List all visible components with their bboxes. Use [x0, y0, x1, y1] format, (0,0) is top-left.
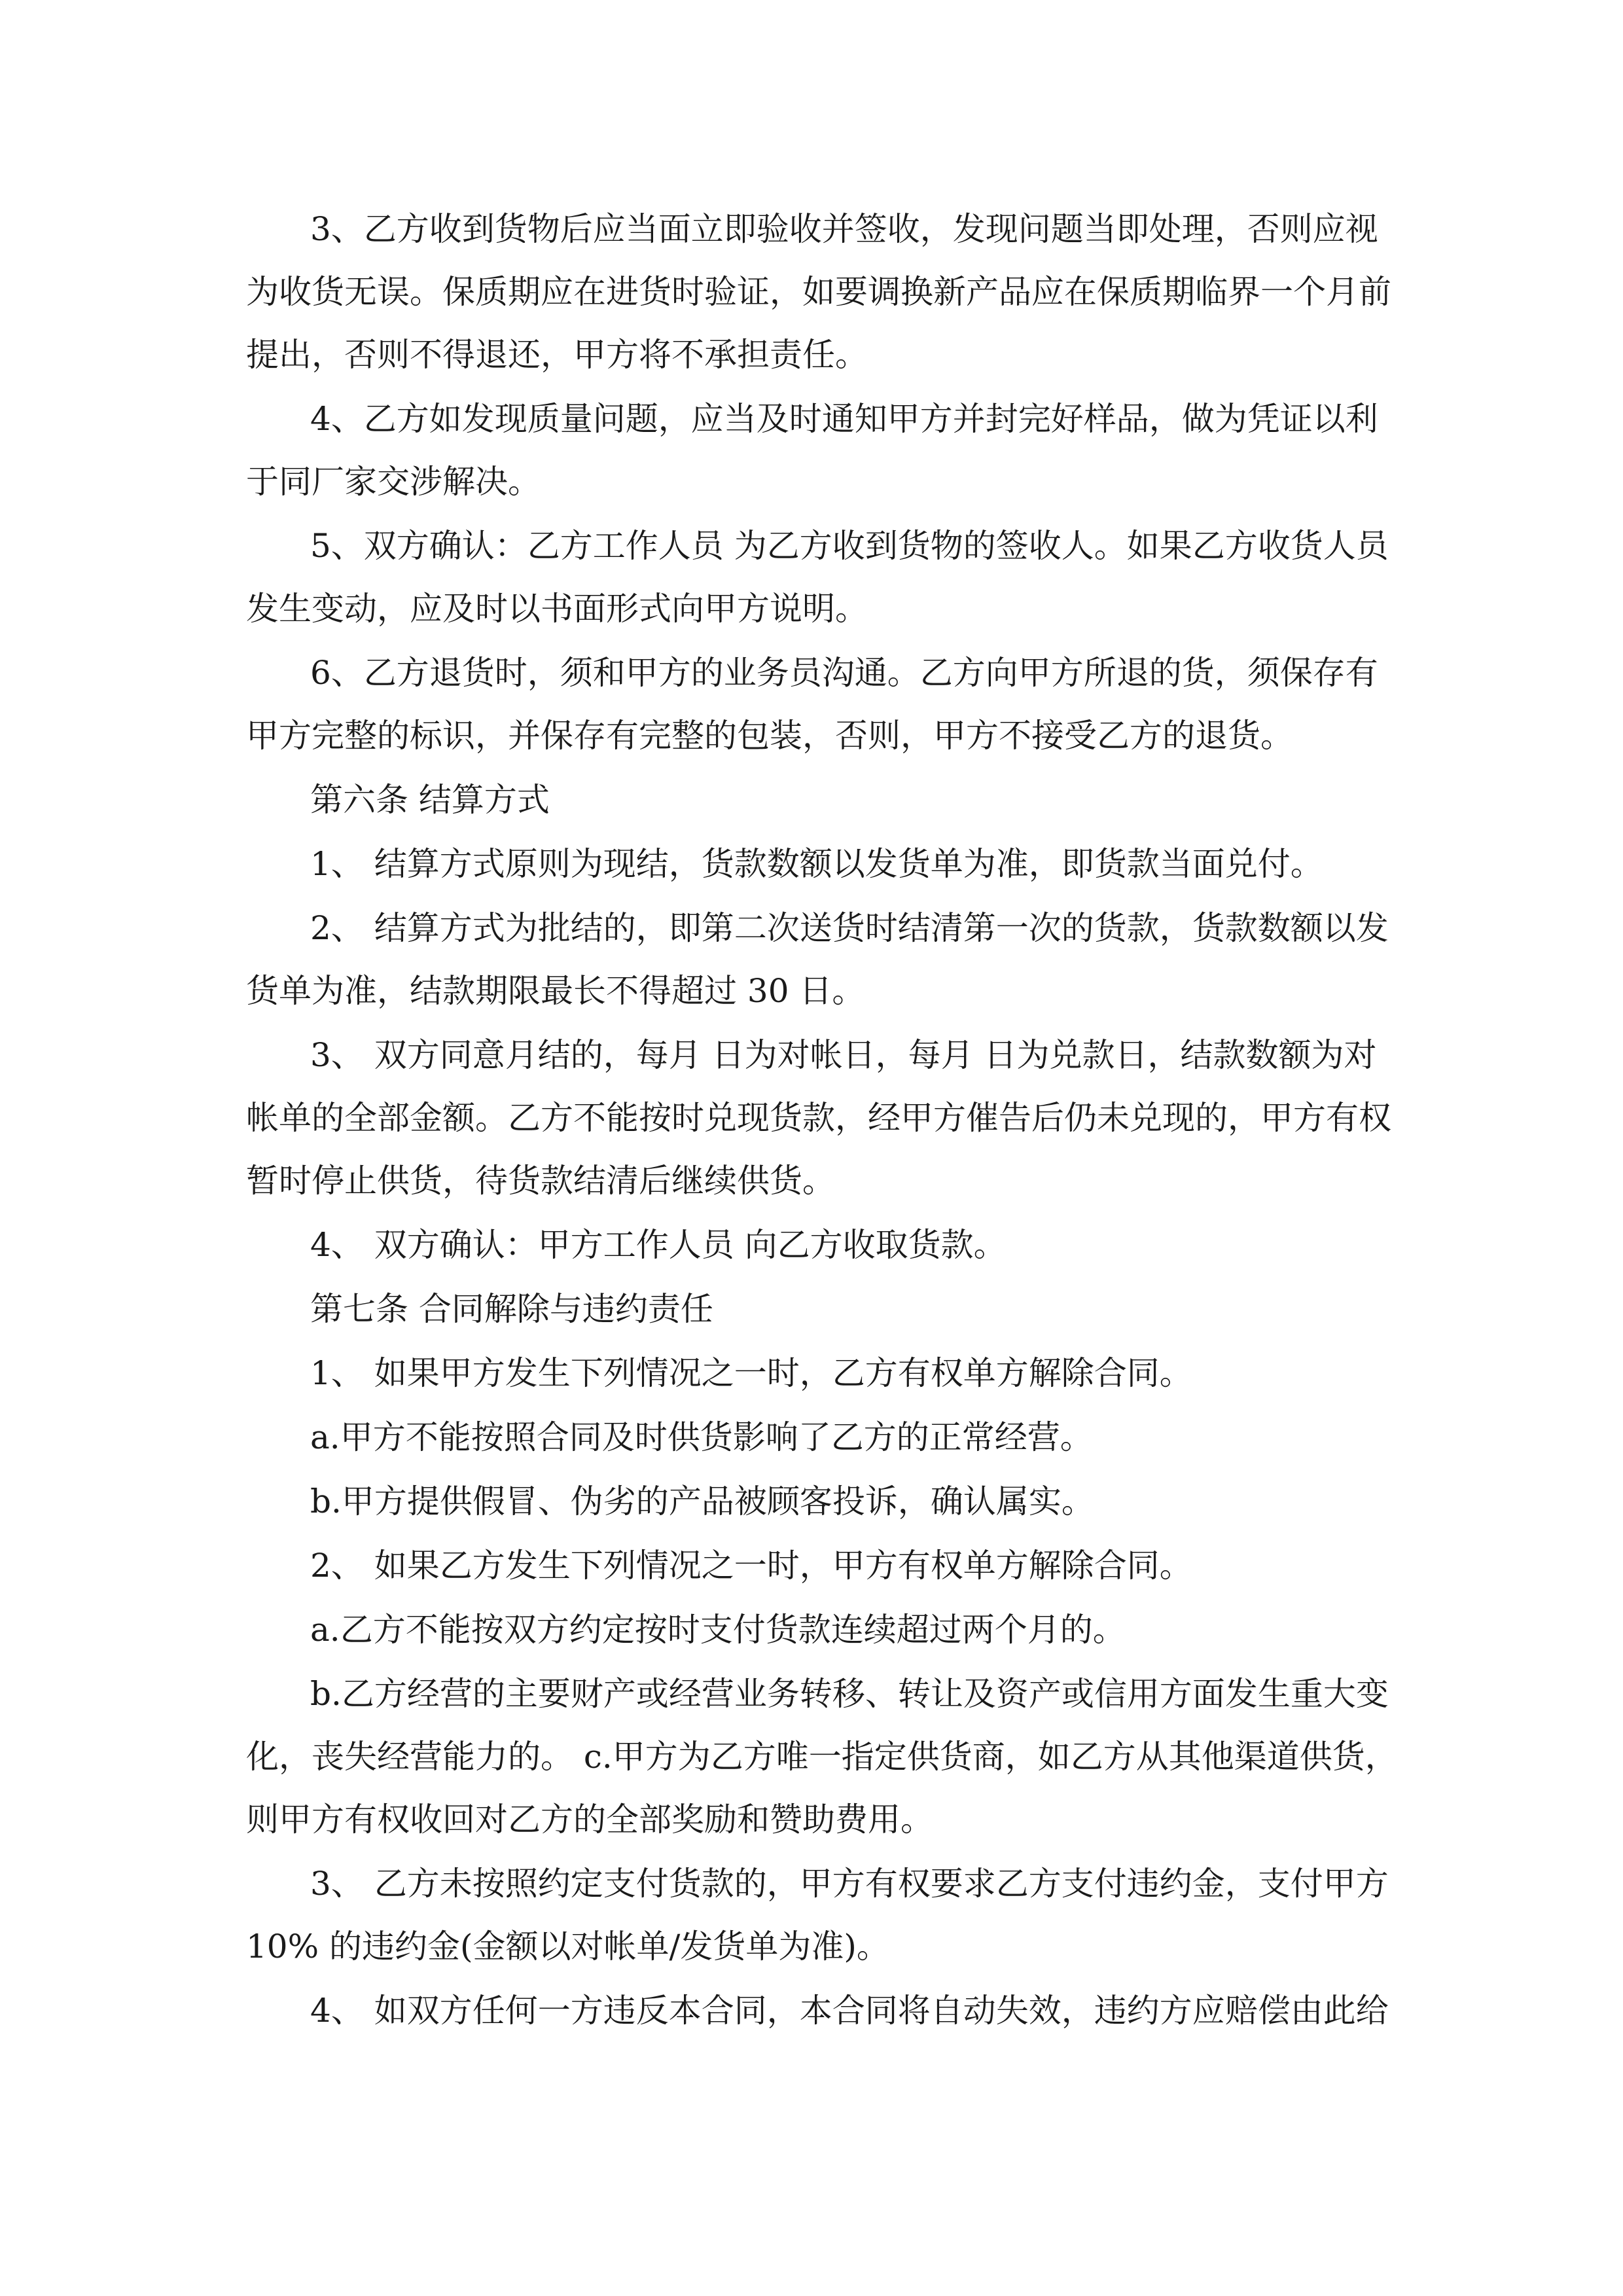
text-line: b.甲方提供假冒、伪劣的产品被顾客投诉，确认属实。	[310, 1482, 1094, 1520]
text-line: 4、 如双方任何一方违反本合同，本合同将自动失效，违约方应赔偿由此给	[310, 1992, 1389, 2030]
text-line: 5、双方确认：乙方工作人员 为乙方收到货物的签收人。如果乙方收货人员	[310, 527, 1389, 565]
text-line: 6、乙方退货时，须和甲方的业务员沟通。乙方向甲方所退的货，须保存有	[310, 654, 1378, 692]
text-line: 3、乙方收到货物后应当面立即验收并签收，发现问题当即处理，否则应视	[310, 210, 1378, 248]
text-line: 10% 的违约金(金额以对帐单/发货单为准)。	[246, 1928, 889, 1965]
text-line: 暂时停止供货，待货款结清后继续供货。	[246, 1162, 835, 1200]
section-heading: 第七条 合同解除与违约责任	[310, 1290, 713, 1328]
text-line: 化，丧失经营能力的。 c.甲方为乙方唯一指定供货商，如乙方从其他渠道供货，	[246, 1738, 1398, 1776]
text-line: 3、 双方同意月结的，每月 日为对帐日，每月 日为兑款日，结款数额为对	[310, 1036, 1377, 1074]
text-line: 帐单的全部金额。乙方不能按时兑现货款，经甲方催告后仍未兑现的，甲方有权	[246, 1099, 1391, 1137]
text-line: 3、 乙方未按照约定支付货款的，甲方有权要求乙方支付违约金，支付甲方	[310, 1865, 1389, 1903]
section-heading: 第六条 结算方式	[310, 781, 550, 819]
text-line: 4、乙方如发现质量问题，应当及时通知甲方并封完好样品，做为凭证以利	[310, 400, 1378, 438]
text-line: 为收货无误。保质期应在进货时验证，如要调换新产品应在保质期临界一个月前	[246, 273, 1391, 311]
text-line: 于同厂家交涉解决。	[246, 463, 541, 501]
text-line: 1、 结算方式原则为现结，货款数额以发货单为准，即货款当面兑付。	[310, 845, 1323, 883]
text-line: 则甲方有权收回对乙方的全部奖励和赞助费用。	[246, 1801, 933, 1839]
text-line: a.乙方不能按双方约定按时支付货款连续超过两个月的。	[310, 1611, 1126, 1649]
text-line: 4、 双方确认：甲方工作人员 向乙方收取货款。	[310, 1226, 1007, 1264]
text-line: 1、 如果甲方发生下列情况之一时，乙方有权单方解除合同。	[310, 1354, 1192, 1392]
text-line: 货单为准，结款期限最长不得超过 30 日。	[246, 972, 865, 1010]
text-line: 提出，否则不得退还，甲方将不承担责任。	[246, 336, 868, 374]
text-line: 2、 如果乙方发生下列情况之一时，甲方有权单方解除合同。	[310, 1547, 1192, 1585]
text-line: 甲方完整的标识，并保存有完整的包装，否则，甲方不接受乙方的退货。	[246, 717, 1293, 755]
text-line: b.乙方经营的主要财产或经营业务转移、转让及资产或信用方面发生重大变	[310, 1675, 1389, 1713]
text-line: a.甲方不能按照合同及时供货影响了乙方的正常经营。	[310, 1418, 1093, 1456]
text-line: 发生变动，应及时以书面形式向甲方说明。	[246, 590, 868, 628]
text-line: 2、 结算方式为批结的，即第二次送货时结清第一次的货款，货款数额以发	[310, 909, 1389, 947]
